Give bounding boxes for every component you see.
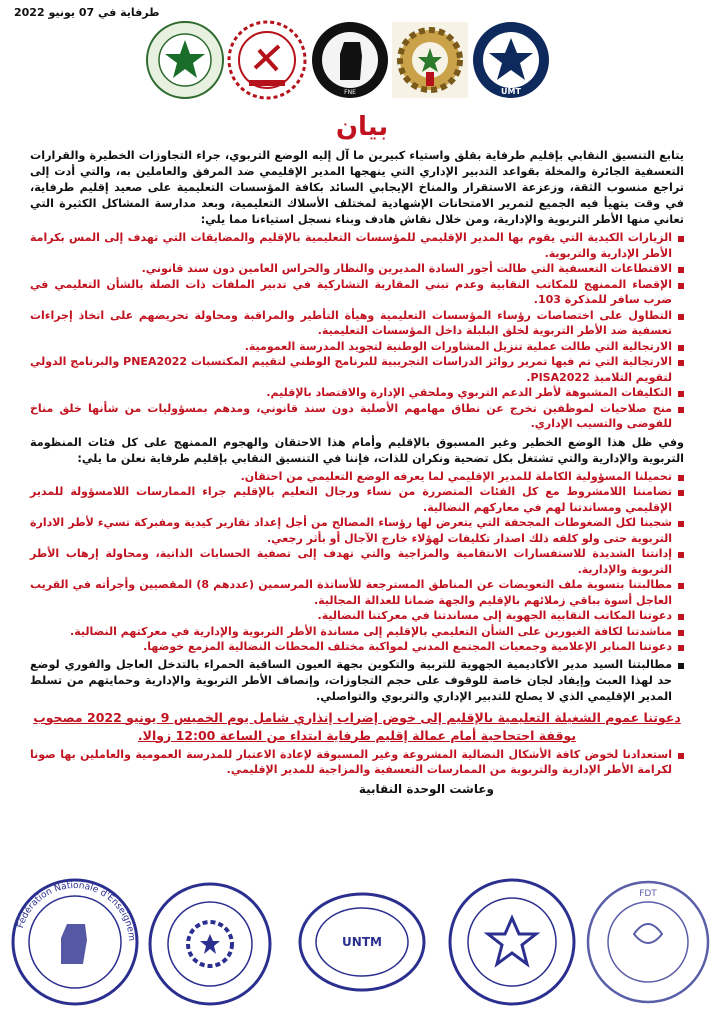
svg-text:UMT: UMT — [501, 87, 521, 96]
green-star-logo — [147, 22, 223, 98]
list-item: دعوتنا المنابر الإعلامية وجمعيات المجتمع المدني لمواكبة مختلف المحطات النضالية المزمع خوضها. — [30, 639, 684, 655]
cdt-stamp — [150, 884, 270, 1004]
list-item: منح صلاحيات لموظفين تخرج عن نطاق مهامهم الأصلية دون سند قانوني، ومدهم بمسؤوليات من شأنها خلق مناخ للفوضى والتسيب الإداري. — [30, 401, 684, 432]
list-item: شجبنا لكل الضغوطات المجحفة التي يتعرض لها رؤساء المصالح من أجل إعداد تقارير كيدية ومفبركة تسيء لأطر الادارة التربوية حتى ولو كلفه ذلك اصدار تكليفات لهؤلاء خارج الآجال أو بأثر رجعي. — [30, 515, 684, 546]
list-item: الإقصاء الممنهج للمكاتب النقابية وعدم تبني المقاربة التشاركية في تدبير الملفات ذات الصلة بالشأن التعليمي في ضرب سافر للمذكرة 103. — [30, 277, 684, 308]
list-item: الاقتطاعات التعسفية التي طالت أجور السادة المديرين والنظار والحراس العامين دون سند قانوني. — [30, 261, 684, 277]
strike-announcement: دعوتنا عموم الشغيلة التعليمية بالإقليم إلى خوض إضراب إنذاري شامل يوم الخميس 9 يونيو 2022 مصحوب بوقفة احتجاجية أمام عمالة إقليم طرفاية ابتداء من الساعة 12:00 زوالا. — [33, 709, 681, 743]
academy-demand: مطالبتنا السيد مدير الأكاديمية الجهوية للتربية والتكوين بجهة العيون الساقية الحمراء بالتدخل العاجل والفوري لوضع حد لهذا العبث وإيفاد لجان خاصة للوقوف على حجم التجاوزات، وإنصاف الأطر التربوية والإدارية وحمايتهم من تسلط المدير الإقليمي الذي لا يصلح للتدبير الإداري والتربوي والتواصلي. — [30, 657, 684, 705]
fne-stamp — [13, 880, 137, 1004]
list-item: مناشدتنا لكافة الغيورين على الشأن التعليمي بالإقليم إلى مساندة الأطر التربوية والإدارية في معركتهم النضالية. — [30, 624, 684, 640]
declaration-intro: وفي ظل هذا الوضع الخطير وغير المسبوق بالإقليم وأمام هذا الاحتقان والهجوم الممنهج على كل فئات المنظومة التربوية والإدارية والتي تشتغل بكل تضحية ونكران للذات، فإننا في التنسيق النقابي بإقليم طرفاية نعلن ما يلي: — [30, 435, 684, 465]
list-item: مطالبتنا بتسوية ملف التعويضات عن المناطق المسترجعة للأساتذة المرسمين (عددهم 8) المقصيين وأجرأته في القريب العاجل أسوة بباقي زملائهم بالإقليم والجهة ضمانا للعدالة المجالية. — [30, 577, 684, 608]
union-stamps-row — [0, 862, 724, 1022]
svg-text:UNTM: UNTM — [342, 935, 382, 949]
statement-body — [30, 148, 684, 796]
list-item: الارتجالية التي طالت عملية تنزيل المشاورات الوطنية لتجويد المدرسة العمومية. — [30, 339, 684, 355]
date-line: طرفاية في 07 يونيو 2022 — [14, 6, 160, 19]
gear-emblem-logo — [229, 22, 305, 98]
svg-text:FDT: FDT — [639, 889, 657, 899]
intro-paragraph: يتابع التنسيق النقابي بإقليم طرفاية بقلق واستياء كبيرين ما آل إليه الوضع التربوي، جراء التجاوزات الخطيرة والقرارات التعسفية الجائرة والمخلة بقواعد التدبير الإداري التي ينهجها المدير الإقليمي ضد المرفق والعاملين به، والتي أدت إلى تراجع منسوب الثقة، وزعزعة الاستقرار والمناخ الإيجابي السائد بكافة المؤسسات التعليمية على صعيد إقليم طرفاية، في وقت يتهيأ فيه الجميع لتمرير الامتحانات الإشهادية لمختلف الأسلاك التعليمية، وبعد مدارسة المشاكل الكثيرة التي تعاني منها الأطر التربوية والإدارية، ومن خلال نقاش هادف وبناء نسجل استياءنا مما يلي: — [30, 149, 684, 226]
list-item: التطاول على اختصاصات رؤساء المؤسسات التعليمية وهيأة التأطير والمراقبة ومحاولة تحريضهم على اتخاذ إجراءات تعسفية ضد الأطر التربوية لخلق البلبلة داخل المؤسسات التعليمية. — [30, 308, 684, 339]
signoff: وعاشت الوحدة النقابية — [358, 781, 494, 796]
untm-stamp — [300, 894, 424, 990]
list-item: تحميلنا المسؤولية الكاملة للمدير الإقليمي لما يعرفه الوضع التعليمي من احتقان. — [30, 469, 684, 485]
union-logos-row — [145, 18, 555, 108]
udt-star-logo — [473, 22, 549, 98]
declaration-list — [30, 469, 684, 655]
list-item: التكليفات المشبوهة لأطر الدعم التربوي وملحقي الإدارة والاقتصاد بالإقليم. — [30, 385, 684, 401]
svg-text:FNE: FNE — [344, 89, 356, 96]
grievance-list — [30, 230, 684, 432]
list-item: تضامننا اللامشروط مع كل الفئات المتضررة من نساء ورجال التعليم بالإقليم جراء الممارسات اللامسؤولة للمدير الإقليمي ومساندتنا لهم في معاركهم النضالية. — [30, 484, 684, 515]
cdt-gear-logo — [392, 22, 468, 98]
final-point: استعدادنا لخوض كافة الأشكال النضالية المشروعة وغير المسبوقة لإعادة الاعتبار للمدرسة العمومية والعاملين بها صونا لكرامة الأطر الإدارية والتربوية من الممارسات التعسفية والمزاجية للمدير الإقليمي. — [30, 747, 684, 778]
list-item: الارتجالية التي تم فيها تمرير روائز الدراسات التجريبية للبرنامج الوطني لتقييم المكتسبات PNEA2022 والبرنامج الدولي لتقويم التلاميذ PISA2022. — [30, 354, 684, 385]
page-title: بيان — [335, 112, 389, 142]
umt-stamp — [450, 880, 574, 1004]
list-item: إدانتنا الشديدة للاستفسارات الانتقامية والمزاجية والتي تهدف إلى تصفية الحسابات الذاتية، ومحاولة إرهاب الأطر التربوية والإدارية. — [30, 546, 684, 577]
fist-emblem-logo — [312, 22, 388, 98]
list-item: الزيارات الكيدية التي يقوم بها المدير الإقليمي للمؤسسات التعليمية بالإقليم والمضايقات التي تهدف إلى المس بكرامة الأطر الإدارية والتربوية. — [30, 230, 684, 261]
svg-text:Fédération Nationale d'Enseign: Fédération Nationale d'Enseignem — [15, 880, 137, 942]
list-item: دعوتنا المكاتب النقابية الجهوية إلى مساندتنا في معركتنا النضالية. — [30, 608, 684, 624]
fdt-stamp — [588, 882, 708, 1002]
